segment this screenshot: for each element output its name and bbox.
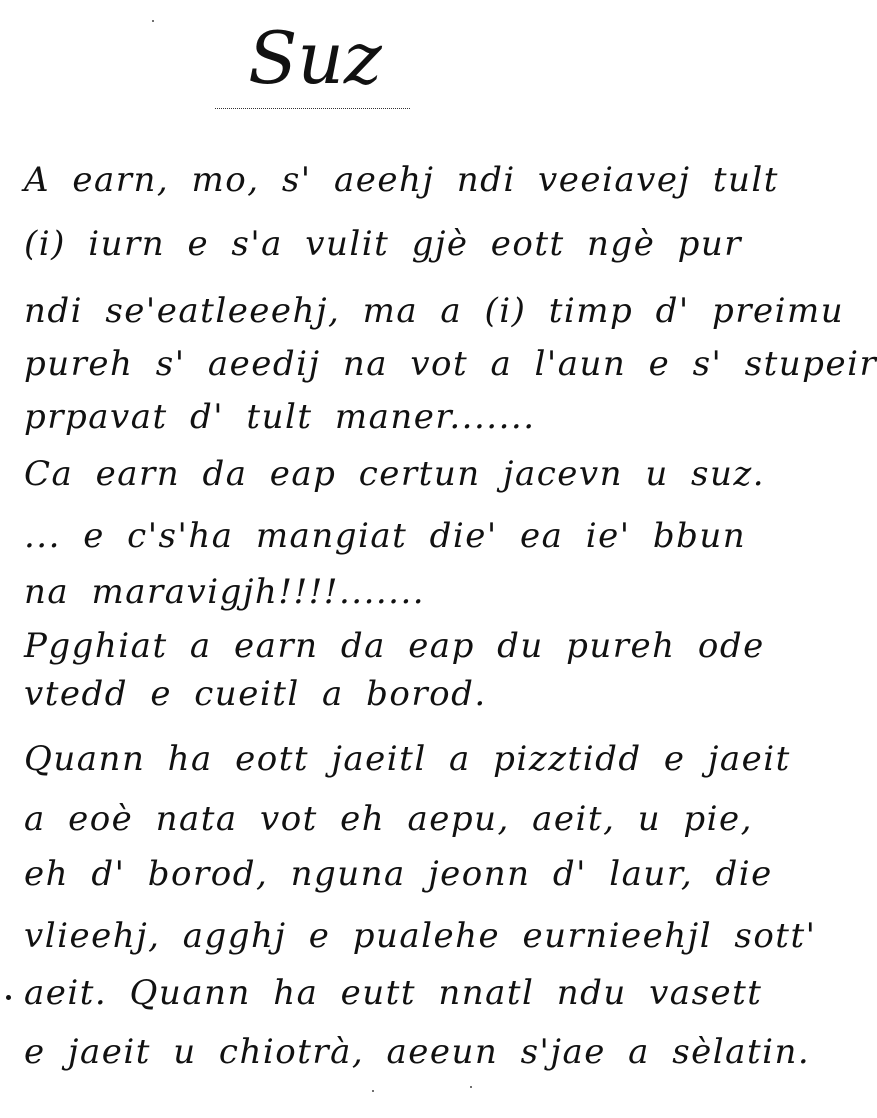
text-line: ... e c's'ha mangiat die' ea ie' bbun [24, 516, 747, 556]
text-line: e jaeit u chiotrà, aeeun s'jae a sèlatin. [24, 1032, 811, 1072]
text-line: na maravigjh!!!!....... [24, 572, 426, 612]
margin-dot [6, 995, 11, 1000]
text-line: vtedd e cueitl a borod. [24, 674, 487, 714]
text-line: Quann ha eott jaeitl a pizztidd e jaeit [24, 739, 791, 779]
text-line: (i) iurn e s'a vulit gjè eott ngè pur [24, 224, 743, 264]
scan-speck [152, 20, 154, 22]
scan-speck [372, 1090, 374, 1092]
text-line: Pgghiat a earn da eap du pureh ode [24, 626, 765, 666]
title-underline [215, 108, 410, 109]
text-line: pureh s' aeedij na vot a l'aun e s' stupeir [24, 344, 877, 384]
text-line: aeit. Quann ha eutt nnatl ndu vasett [24, 973, 763, 1013]
scan-speck [470, 1086, 472, 1088]
text-line: prpavat d' tult maner....... [24, 397, 536, 437]
text-line: ndi se'eatleeehj, ma a (i) timp d' preimu [24, 291, 845, 331]
text-line: vlieehj, agghj e pualehe eurnieehjl sott' [24, 916, 817, 956]
text-line: A earn, mo, s' aeehj ndi veeiavej tult [24, 160, 779, 200]
text-line: a eoè nata vot eh aepu, aeit, u pie, [24, 799, 753, 839]
text-line: eh d' borod, nguna jeonn d' laur, die [24, 854, 773, 894]
page-title: Suz [248, 16, 382, 100]
text-line: Ca earn da eap certun jacevn u suz. [24, 454, 766, 494]
